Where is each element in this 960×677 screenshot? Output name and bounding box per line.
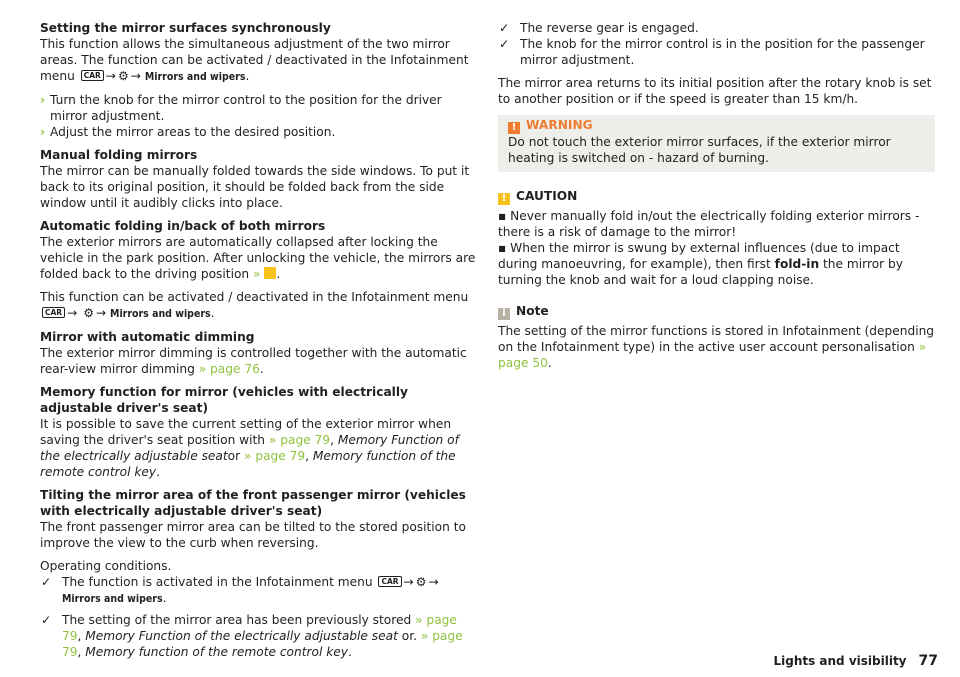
settings-gear-icon: ⚙: [83, 306, 94, 320]
sync-text-body: This function allows the simultaneous adjustment of the two mirror areas. The function can be activated / deactivated in the Infotainment menu: [40, 37, 469, 83]
menu-arrow: →: [67, 306, 78, 320]
settings-gear-icon: ⚙: [415, 575, 427, 589]
caution-text: Never manually fold in/out the electrically folding exterior mirrors - there is a risk of damage to the mirror!: [498, 209, 920, 239]
note-body: The setting of the mirror functions is stored in Infotainment (depending on the Infotainment type) in the active user account personalisation: [498, 324, 935, 354]
check-icon: ✓: [41, 575, 52, 589]
warning-icon: !: [508, 122, 520, 134]
check-icon: ✓: [499, 37, 510, 51]
page-ref-link[interactable]: » page 76: [198, 362, 260, 376]
menu-arrow: →: [428, 575, 439, 589]
warning-ref-icon: [264, 267, 276, 279]
warning-ref-link[interactable]: [253, 267, 276, 281]
step-arrow-icon: ›: [40, 125, 46, 139]
condition-text: The setting of the mirror area has been previously stored: [62, 613, 412, 627]
page-ref-link[interactable]: » page 50: [498, 340, 927, 370]
ref-symbol: »: [253, 267, 261, 281]
caution-bullet: ▪ When the mirror is swung by external influences (due to impact during manoeuvring, for example), then first fold-in the mirror by turning the knob and wait for a loud clapping noise.: [498, 241, 903, 287]
menu-arrow: →: [95, 306, 107, 320]
page-footer: [773, 653, 938, 669]
auto-text: The exterior mirrors are automatically collapsed after locking the vehicle in the park position. After unlocking the vehicle, the mirrors are folded back to the driving position » .: [40, 235, 476, 281]
caution-bullet: ▪ Never manually fold in/out the electrically folding exterior mirrors - there is a risk of damage to the mirror!: [498, 209, 920, 239]
caution-bold: fold-in: [774, 257, 820, 271]
ref-title: Memory function of the remote control key: [40, 449, 456, 479]
auto-text2: This function can be activated / deactivated in the Infotainment menu CAR → ⚙ → Mirrors and wipers.: [40, 290, 469, 320]
warning-text: Do not touch the exterior mirror surfaces, if the exterior mirror heating is switched on - hazard of burning.: [508, 135, 891, 165]
conditions-label: Operating conditions.: [40, 559, 172, 573]
menu-arrow: →: [403, 575, 414, 589]
condition-end: .: [348, 645, 352, 659]
condition-text: The function is activated in the Infotainment menu: [62, 575, 373, 589]
caution-icon: !: [498, 193, 510, 205]
sync-heading: Setting the mirror surfaces synchronously: [40, 21, 331, 35]
tilting-text: The front passenger mirror area can be tilted to the stored position to improve the view to the curb when reversing.: [40, 520, 466, 550]
dimming-heading: Mirror with automatic dimming: [40, 330, 255, 344]
caution-text: When the mirror is swung by external influences (due to impact during manoeuvring, for example), then first: [498, 241, 900, 271]
car-button-icon: CAR: [42, 307, 65, 318]
left-column: [40, 20, 477, 660]
memory-or: or: [227, 449, 241, 463]
auto-text2-body: This function can be activated / deactivated in the Infotainment menu: [40, 290, 469, 304]
step-item: [40, 92, 477, 124]
footer-section: Lights and visibility: [773, 654, 907, 668]
note-text: [498, 323, 935, 371]
page-ref-link[interactable]: » page 79: [62, 613, 457, 643]
page-ref-link[interactable]: » page 79: [268, 433, 331, 447]
ref-title: Memory function of the remote control key: [85, 645, 349, 659]
condition-or: or.: [401, 629, 417, 643]
memory-heading: Memory function for mirror (vehicles with electrically adjustable driver's seat): [40, 385, 408, 415]
condition-text: The reverse gear is engaged.: [520, 21, 699, 35]
page-ref-link[interactable]: » page 79: [244, 449, 306, 463]
tilting-heading: Tilting the mirror area of the front passenger mirror (vehicles with electrically adjustable driver's seat): [40, 488, 466, 518]
car-button-icon: CAR: [378, 576, 401, 587]
step-arrow-icon: ›: [40, 93, 46, 107]
note-icon: i: [498, 308, 510, 320]
settings-gear-icon: ⚙: [118, 69, 129, 83]
menu-mirrors-and-wipers: Mirrors and wipers: [62, 593, 163, 605]
page-number: 77: [918, 653, 938, 669]
step-item: [40, 124, 477, 140]
condition-item: ✓ The function is activated in the Infotainment menu CAR → ⚙ → Mirrors and wipers.: [41, 575, 439, 605]
step-text: Turn the knob for the mirror control to the position for the driver mirror adjustment.: [50, 93, 442, 123]
sync-dot: .: [245, 69, 250, 83]
dimming-text: [40, 345, 477, 377]
ref-title: Memory Function of the electrically adjustable seat: [85, 629, 398, 643]
warning-box: [498, 115, 935, 172]
memory-end: .: [156, 465, 161, 479]
caution-text: the mirror by turning the knob and wait for a loud clapping noise.: [498, 257, 903, 287]
note-label: Note: [516, 304, 549, 318]
ref-title: Memory Function of the electrically adjustable seat: [40, 433, 459, 463]
auto-heading: Automatic folding in/back of both mirrors: [40, 219, 326, 233]
step-text: Adjust the mirror areas to the desired position.: [50, 125, 336, 139]
check-icon: ✓: [499, 21, 510, 35]
condition-text: The knob for the mirror control is in the position for the passenger mirror adjustment.: [520, 37, 925, 67]
dimming-body: The exterior mirror dimming is controlled together with the automatic rear-view mirror dimming: [40, 346, 467, 376]
page-ref-link[interactable]: » page 79: [62, 629, 463, 659]
car-button-icon: CAR: [81, 70, 104, 81]
menu-arrow: →: [105, 69, 117, 83]
returns-text: The mirror area returns to its initial position after the rotary knob is set to another position or if the speed is greater than 15 km/h.: [498, 76, 932, 106]
auto-text-body: The exterior mirrors are automatically collapsed after locking the vehicle in the park position. After unlocking the vehicle, the mirrors are folded back to the driving position: [40, 235, 476, 281]
manual-heading: Manual folding mirrors: [40, 148, 198, 162]
condition-item: [498, 20, 935, 36]
dimming-end: .: [259, 362, 264, 376]
memory-body: It is possible to save the current setting of the exterior mirror when saving the driver's seat position with: [40, 417, 452, 447]
check-icon: ✓: [41, 613, 52, 627]
warning-label: WARNING: [526, 118, 593, 132]
manual-text: The mirror can be manually folded towards the side windows. To put it back to its original position, it should be folded back from the side window until it audibly clicks into place.: [40, 164, 470, 210]
caution-label: CAUTION: [516, 189, 578, 203]
right-column: [498, 20, 935, 371]
memory-text: It is possible to save the current setting of the exterior mirror when saving the driver's seat position with » page 79, Memory Function of the electrically adjustable seator » page 79, Memory function of the remote control key.: [40, 417, 459, 479]
condition-item: [498, 36, 935, 68]
sync-text: [40, 36, 477, 85]
menu-mirrors-and-wipers: Mirrors and wipers: [144, 71, 246, 83]
menu-arrow: →: [130, 69, 141, 83]
condition-item: ✓ The setting of the mirror area has been previously stored » page 79, Memory Function of the electrically adjustable seat or. » page 79, Memory function of the remote control key.: [41, 613, 463, 659]
menu-mirrors-and-wipers: Mirrors and wipers: [110, 308, 211, 320]
note-end: .: [547, 356, 552, 370]
